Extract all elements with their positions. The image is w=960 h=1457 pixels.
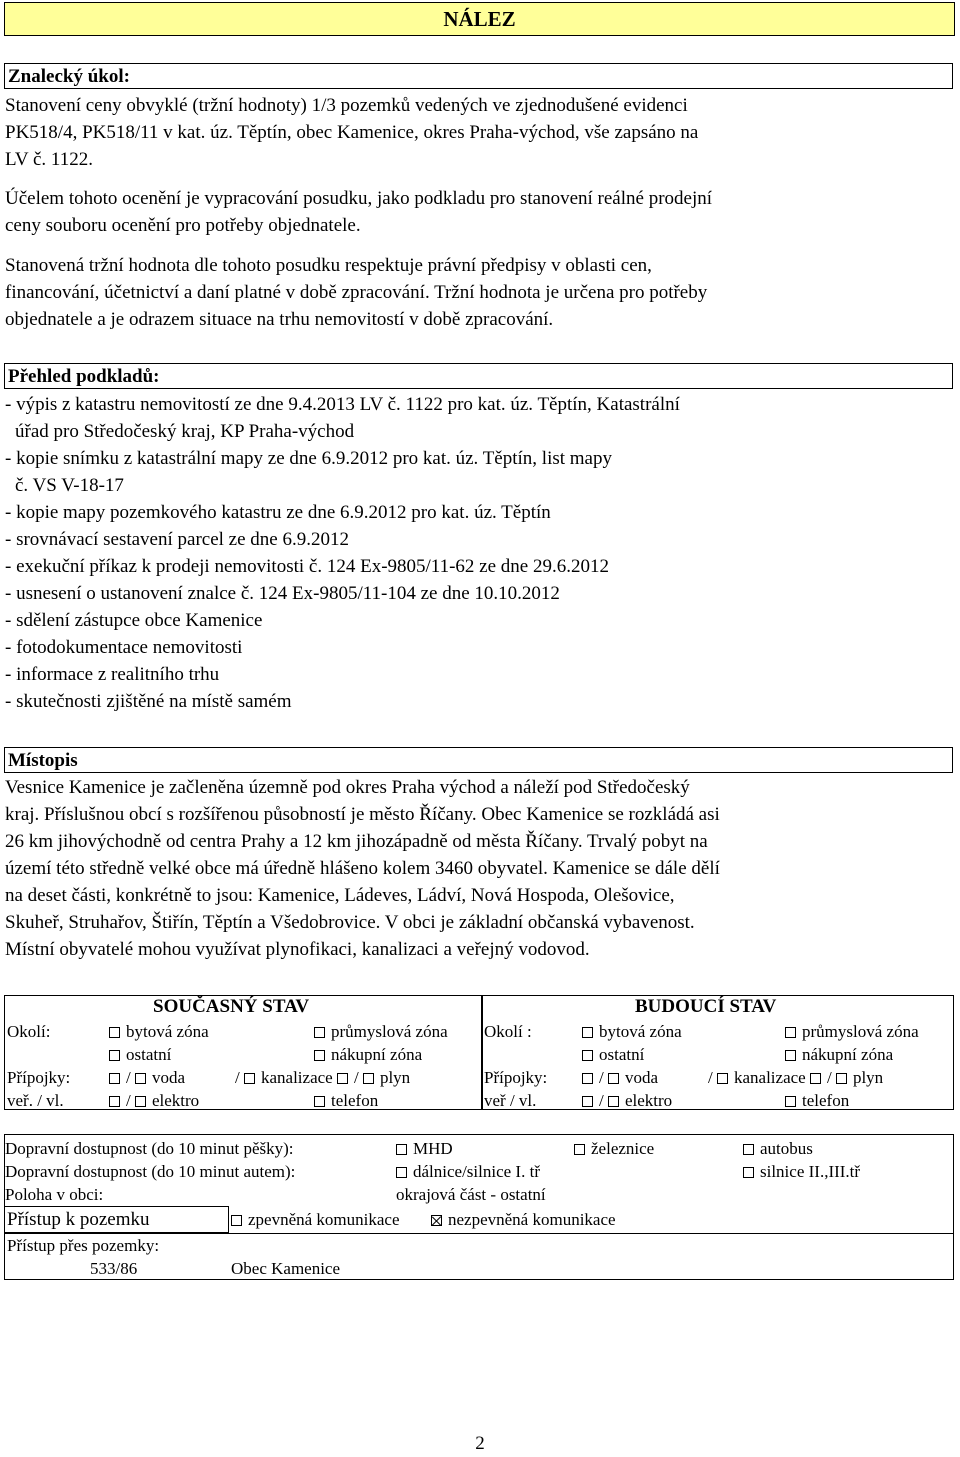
option-label: zpevněná komunikace <box>248 1210 400 1229</box>
ver-vl-label-future: veř / vl. <box>484 1091 537 1110</box>
option-dalnice[interactable] <box>396 1160 540 1183</box>
utility-kanalizace-future[interactable] <box>708 1067 883 1090</box>
option-label: plyn <box>852 1068 884 1087</box>
paragraph-task <box>5 92 900 173</box>
checkbox-icon[interactable] <box>810 1073 821 1084</box>
paragraph-purpose <box>5 185 900 239</box>
option-label: bytová zóna <box>599 1022 682 1041</box>
slash: / <box>126 1068 131 1087</box>
okoli-label: Okolí: <box>7 1022 51 1041</box>
option-label: silnice II.,III.tř <box>760 1162 861 1181</box>
section-heading-mistopis: Místopis <box>4 747 953 773</box>
option-label: elektro <box>624 1091 673 1110</box>
list-item: - kopie mapy pozemkového katastru ze dne 6.9.2012 pro kat. úz. Těptín <box>5 502 551 523</box>
checked-checkbox-icon[interactable] <box>431 1215 442 1226</box>
checkbox-icon[interactable] <box>109 1096 120 1107</box>
text-line: Skuheř, Struhařov, Štiřín, Těptín a Všedobrovice. V obci je základní občanská vybavenost. <box>5 912 695 933</box>
text-line: Stanovení ceny obvyklé (tržní hodnoty) 1/3 pozemků vedených ve zjednodušené evidenci <box>5 95 688 116</box>
option-label: kanalizace <box>733 1068 806 1087</box>
option-ostatni[interactable] <box>109 1044 171 1067</box>
list-item: - výpis z katastru nemovitostí ze dne 9.4.2013 LV č. 1122 pro kat. úz. Těptín, Katastrální <box>5 394 680 415</box>
utility-voda-future[interactable] <box>582 1067 658 1090</box>
option-nakupni-zona[interactable] <box>314 1044 422 1067</box>
list-item: - srovnávací sestavení parcel ze dne 6.9.2012 <box>5 529 349 550</box>
checkbox-icon[interactable] <box>135 1073 146 1084</box>
list-item: - fotodokumentace nemovitosti <box>5 637 243 658</box>
checkbox-icon[interactable] <box>363 1073 374 1084</box>
slash: / <box>353 1068 359 1087</box>
list-item: č. VS V-18-17 <box>15 475 124 496</box>
checkbox-icon[interactable] <box>785 1050 796 1061</box>
slash: / <box>826 1068 832 1087</box>
checkbox-icon[interactable] <box>582 1050 593 1061</box>
option-label: voda <box>151 1068 186 1087</box>
list-item: - kopie snímku z katastrální mapy ze dne 6.9.2012 pro kat. úz. Těptín, list mapy <box>5 448 612 469</box>
checkbox-icon[interactable] <box>244 1073 255 1084</box>
option-label: telefon <box>331 1091 379 1110</box>
parcel-number: 533/86 <box>90 1259 138 1278</box>
checkbox-icon[interactable] <box>836 1073 847 1084</box>
slash: / <box>599 1091 604 1110</box>
checkbox-icon[interactable] <box>314 1050 325 1061</box>
utility-voda[interactable] <box>109 1067 185 1090</box>
option-label: ostatní <box>126 1045 172 1064</box>
paragraph-value <box>5 252 900 333</box>
text-line: PK518/4, PK518/11 v kat. úz. Těptín, obec Kamenice, okres Praha-východ, vše zapsáno na <box>5 122 699 143</box>
utility-kanalizace[interactable] <box>235 1067 410 1090</box>
slash: / <box>599 1068 604 1087</box>
checkbox-icon[interactable] <box>582 1073 593 1084</box>
option-bytova-zona-future[interactable] <box>582 1021 682 1044</box>
option-nakupni-zona-future[interactable] <box>785 1044 893 1067</box>
option-label: elektro <box>151 1091 200 1110</box>
slash: / <box>235 1068 240 1087</box>
utility-elektro-future[interactable] <box>582 1090 672 1113</box>
text-line: financování, účetnictví a daní platné v době zpracování. Tržní hodnota je určena pro potřeby <box>5 282 708 303</box>
option-label: železnice <box>591 1139 655 1158</box>
option-label: MHD <box>413 1139 453 1158</box>
option-label: autobus <box>760 1139 813 1158</box>
option-bytova-zona[interactable] <box>109 1021 209 1044</box>
option-label: voda <box>624 1068 659 1087</box>
option-mhd[interactable] <box>396 1137 453 1160</box>
checkbox-icon[interactable] <box>743 1167 754 1178</box>
option-label: nákupní zóna <box>331 1045 423 1064</box>
pripojky-label-future: Přípojky: <box>484 1068 548 1087</box>
parcel-owner: Obec Kamenice <box>231 1259 341 1278</box>
text-line: objednatele a je odrazem situace na trhu nemovitostí v době zpracování. <box>5 309 554 330</box>
checkbox-icon[interactable] <box>785 1096 796 1107</box>
option-label: nezpevněná komunikace <box>448 1210 616 1229</box>
checkbox-icon[interactable] <box>785 1027 796 1038</box>
option-label: plyn <box>379 1068 411 1087</box>
text-line: LV č. 1122. <box>5 149 93 170</box>
option-label: bytová zóna <box>126 1022 209 1041</box>
page-title: NÁLEZ <box>4 2 955 36</box>
text-line: 26 km jihovýchodně od centra Prahy a 12 km jihozápadně od města Říčany. Trvalý pobyt na <box>5 831 708 852</box>
list-item: - usnesení o ustanovení znalce č. 124 Ex-9805/11-104 ze dne 10.10.2012 <box>5 583 560 604</box>
slash: / <box>126 1091 131 1110</box>
checkbox-icon[interactable] <box>717 1073 728 1084</box>
option-ostatni-future[interactable] <box>582 1044 644 1067</box>
list-item: - sdělení zástupce obce Kamenice <box>5 610 263 631</box>
list-item: - skutečnosti zjištěné na místě samém <box>5 691 292 712</box>
option-label: průmyslová zóna <box>331 1022 448 1041</box>
pripojky-label: Přípojky: <box>7 1068 71 1087</box>
text-line: na deset části, konkrétně to jsou: Kamenice, Ládeves, Ládví, Nová Hospoda, Olešovice, <box>5 885 675 906</box>
okoli-label-future: Okolí : <box>484 1022 532 1041</box>
checkbox-icon[interactable] <box>396 1167 407 1178</box>
ver-vl-label: veř. / vl. <box>7 1091 64 1110</box>
checkbox-icon[interactable] <box>231 1215 242 1226</box>
table-divider <box>481 996 483 1109</box>
checkbox-icon[interactable] <box>314 1096 325 1107</box>
checkbox-icon[interactable] <box>109 1050 120 1061</box>
poloha-label: Poloha v obci: <box>5 1185 104 1204</box>
list-item: - exekuční příkaz k prodeji nemovitosti č. 124 Ex-9805/11-62 ze dne 29.6.2012 <box>5 556 609 577</box>
text-line: Vesnice Kamenice je začleněna územně pod okres Praha východ a náleží pod Středočeský <box>5 777 690 798</box>
section-heading-znalecky-ukol: Znalecký úkol: <box>4 63 953 89</box>
checkbox-icon[interactable] <box>743 1144 754 1155</box>
utility-elektro[interactable] <box>109 1090 199 1113</box>
current-state-header: SOUČASNÝ STAV <box>153 996 310 1017</box>
text-line: ceny souboru ocenění pro potřeby objednatele. <box>5 215 361 236</box>
option-autobus[interactable] <box>743 1137 813 1160</box>
checkbox-icon[interactable] <box>314 1027 325 1038</box>
option-label: průmyslová zóna <box>802 1022 919 1041</box>
checkbox-icon[interactable] <box>109 1027 120 1038</box>
checkbox-icon[interactable] <box>396 1144 407 1155</box>
transport-walk-label: Dopravní dostupnost (do 10 minut pěšky): <box>5 1139 294 1158</box>
checkbox-icon[interactable] <box>109 1073 120 1084</box>
text-line: Účelem tohoto ocenění je vypracování posudku, jako podkladu pro stanovení reálné prodejní <box>5 188 713 209</box>
utility-telefon-future[interactable] <box>785 1090 849 1113</box>
slash: / <box>708 1068 713 1087</box>
section-heading-prehled-podkladu: Přehled podkladů: <box>4 363 953 389</box>
text-line: Stanovená tržní hodnota dle tohoto posudku respektuje právní předpisy v oblasti cen, <box>5 255 652 276</box>
source-list <box>5 391 945 715</box>
option-silnice[interactable] <box>743 1160 860 1183</box>
option-label: telefon <box>802 1091 850 1110</box>
list-item: úřad pro Středočeský kraj, KP Praha-východ <box>15 421 355 442</box>
option-label: dálnice/silnice I. tř <box>413 1162 540 1181</box>
checkbox-icon[interactable] <box>574 1144 585 1155</box>
poloha-value: okrajová část - ostatní <box>396 1185 546 1204</box>
option-label: kanalizace <box>260 1068 333 1087</box>
option-label: nákupní zóna <box>802 1045 894 1064</box>
text-line: Místní obyvatelé mohou využívat plynofikaci, kanalizaci a veřejný vodovod. <box>5 939 590 960</box>
checkbox-icon[interactable] <box>608 1096 619 1107</box>
option-nezpevnena[interactable] <box>431 1208 616 1231</box>
pristup-label: Přístup k pozemku <box>7 1209 150 1230</box>
option-prumyslova-zona-future[interactable] <box>785 1021 919 1044</box>
checkbox-icon[interactable] <box>608 1073 619 1084</box>
option-prumyslova-zona[interactable] <box>314 1021 448 1044</box>
pristup-pres-label: Přístup přes pozemky: <box>7 1236 160 1255</box>
transport-car-label: Dopravní dostupnost (do 10 minut autem): <box>5 1162 296 1181</box>
checkbox-icon[interactable] <box>582 1027 593 1038</box>
page-number: 2 <box>475 1433 485 1454</box>
future-state-header: BUDOUCÍ STAV <box>635 996 777 1017</box>
checkbox-icon[interactable] <box>135 1096 146 1107</box>
paragraph-location <box>5 774 900 963</box>
list-item: - informace z realitního trhu <box>5 664 220 685</box>
option-zeleznice[interactable] <box>574 1137 654 1160</box>
option-zpevnena[interactable] <box>231 1208 400 1231</box>
text-line: kraj. Příslušnou obcí s rozšířenou působností je město Říčany. Obec Kamenice se rozkládá asi <box>5 804 720 825</box>
checkbox-icon[interactable] <box>337 1073 348 1084</box>
checkbox-icon[interactable] <box>582 1096 593 1107</box>
utility-telefon[interactable] <box>314 1090 378 1113</box>
state-table <box>4 995 954 1110</box>
option-label: ostatní <box>599 1045 645 1064</box>
text-line: území této středně velké obce má úředně hlášeno kolem 3460 obyvatel. Kamenice se dále dělí <box>5 858 720 879</box>
